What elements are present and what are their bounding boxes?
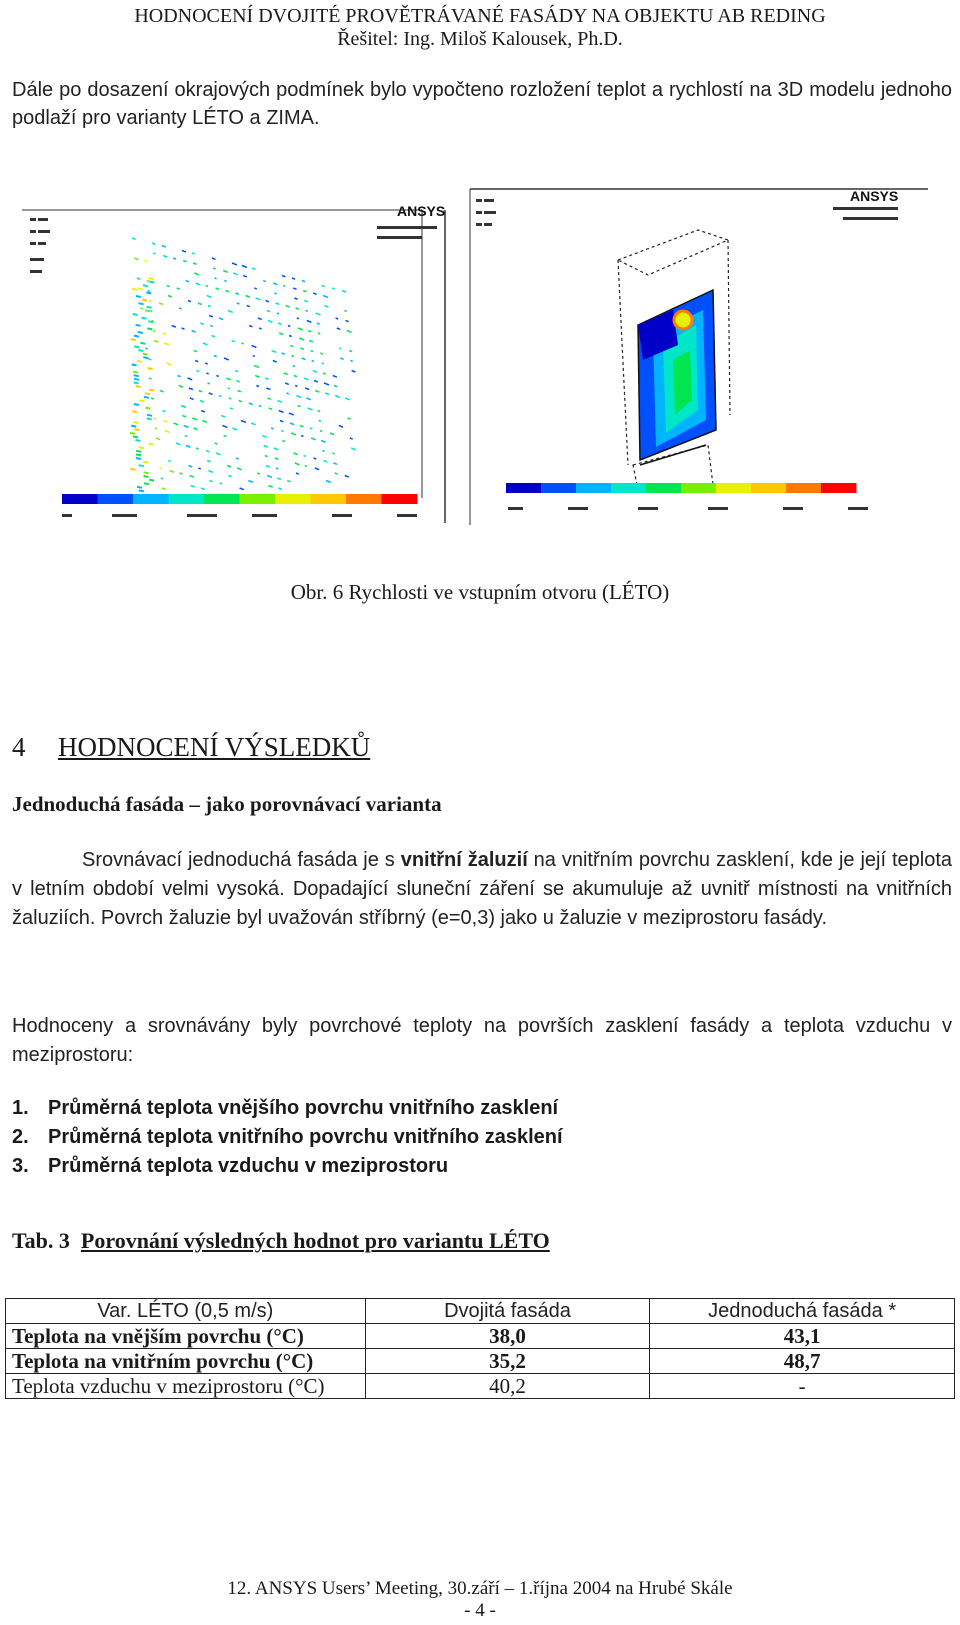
table-cell: - bbox=[650, 1374, 955, 1399]
vector-plot-image bbox=[22, 198, 452, 528]
comparison-text-before: Srovnávací jednoduchá fasáda je s bbox=[82, 849, 401, 871]
section-subtitle: Jednoduchá fasáda – jako porovnávací varianta bbox=[12, 792, 442, 816]
comparison-paragraph bbox=[12, 846, 952, 933]
ansys-logo-right: ANSYS bbox=[850, 188, 899, 204]
table-row bbox=[6, 1349, 955, 1374]
table-caption-label: Tab. 3 bbox=[12, 1228, 70, 1253]
section-number: 4 bbox=[12, 732, 26, 762]
figure-caption: Obr. 6 Rychlosti ve vstupním otvoru (LÉTO) bbox=[290, 580, 670, 604]
list-item: 2. Průměrná teplota vnitřního povrchu vnitřního zasklení bbox=[12, 1126, 563, 1148]
contour-plot-image bbox=[468, 185, 938, 530]
table-row bbox=[6, 1324, 955, 1349]
page-number: - 4 - bbox=[464, 1600, 496, 1621]
table-header-cell: Dvojitá fasáda bbox=[365, 1299, 650, 1324]
table-cell: Teplota na vnitřním povrchu (°C) bbox=[6, 1349, 366, 1374]
table-cell: 40,2 bbox=[365, 1374, 650, 1399]
figure-contour-3d bbox=[468, 185, 938, 530]
table-cell: 43,1 bbox=[650, 1324, 955, 1349]
ansys-logo-left: ANSYS bbox=[397, 203, 446, 219]
comparison-text-after: na vnitřním povrchu zasklení, kde je její teplota v letním období velmi vysoká. Dopadající sluneční záření se akumuluje až uvnitř místnosti na vnitřních žaluziích. Povrch žaluzie byl uvažován stříbrný (e=0,3) jako u žaluzie v meziprostoru fasády. bbox=[12, 849, 952, 929]
table-row bbox=[6, 1374, 955, 1399]
results-table bbox=[5, 1298, 955, 1399]
table-caption bbox=[12, 1228, 550, 1254]
comparison-text-bold: vnitřní žaluzií bbox=[400, 849, 528, 871]
list-item: 3. Průměrná teplota vzduchu v meziprostoru bbox=[12, 1155, 449, 1177]
table-header-cell: Jednoduchá fasáda * bbox=[650, 1299, 955, 1324]
header-title: HODNOCENÍ DVOJITÉ PROVĚTRÁVANÉ FASÁDY NA OBJEKTU AB REDING bbox=[134, 5, 826, 27]
table-cell: 38,0 bbox=[365, 1324, 650, 1349]
section-heading bbox=[12, 732, 370, 763]
table-header-cell: Var. LÉTO (0,5 m/s) bbox=[6, 1299, 366, 1324]
figure-velocity-vectors bbox=[22, 198, 452, 528]
footer-conference: 12. ANSYS Users’ Meeting, 30.září – 1.října 2004 na Hrubé Skále bbox=[227, 1578, 733, 1599]
list-item: 1. Průměrná teplota vnějšího povrchu vnitřního zasklení bbox=[12, 1097, 559, 1119]
table-cell: 35,2 bbox=[365, 1349, 650, 1374]
table-cell: 48,7 bbox=[650, 1349, 955, 1374]
evaluation-list bbox=[12, 1094, 563, 1181]
section-title: HODNOCENÍ VÝSLEDKŮ bbox=[58, 732, 371, 762]
header-author: Řešitel: Ing. Miloš Kalousek, Ph.D. bbox=[337, 28, 623, 50]
intro-paragraph: Dále po dosazení okrajových podmínek bylo vypočteno rozložení teplot a rychlostí na 3D modelu jednoho podlaží pro varianty LÉTO a ZIMA. bbox=[12, 79, 952, 129]
table-caption-text: Porovnání výsledných hodnot pro variantu LÉTO bbox=[80, 1228, 550, 1253]
table-header-row bbox=[6, 1299, 955, 1324]
table-cell: Teplota vzduchu v meziprostoru (°C) bbox=[6, 1374, 366, 1399]
table-cell: Teplota na vnějším povrchu (°C) bbox=[6, 1324, 366, 1349]
evaluation-paragraph: Hodnoceny a srovnávány byly povrchové teploty na površích zasklení fasády a teplota vzduchu v meziprostoru: bbox=[12, 1015, 952, 1066]
